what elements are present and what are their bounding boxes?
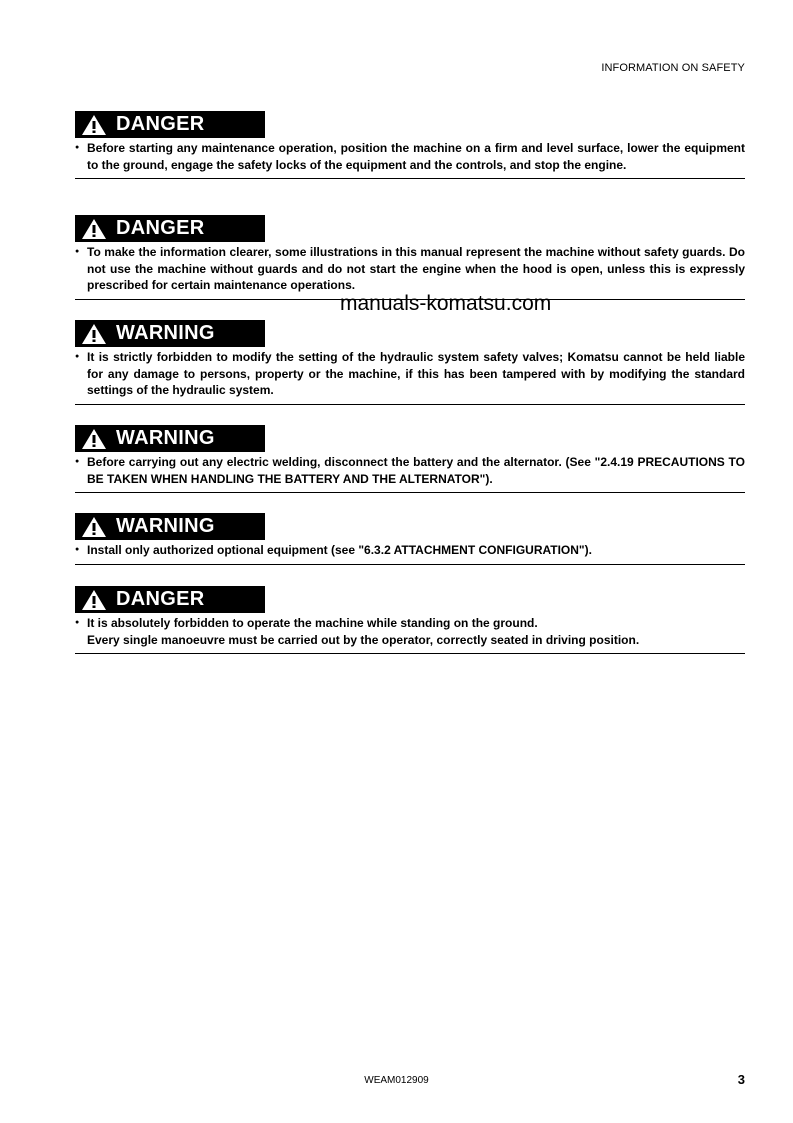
notice-label-text: WARNING — [116, 427, 215, 449]
section-title: INFORMATION ON SAFETY — [601, 62, 745, 74]
warning-label — [75, 320, 265, 347]
safety-notice — [75, 513, 745, 565]
notice-text-line-2: Every single manoeuvre must be carried out by the operator, correctly seated in driving position. — [87, 632, 640, 647]
safety-notice — [75, 320, 745, 405]
safety-notice — [75, 111, 745, 179]
notice-label-text: DANGER — [116, 588, 205, 610]
warning-triangle-icon — [81, 114, 107, 136]
watermark: manuals-komatsu.com — [340, 292, 552, 315]
notice-text: ● To make the information clearer, some illustrations in this manual represent the machine without safety guards. Do not use the machine without guards and do not start the engine when the hood is open, unless this is expressly prescribed for certain maintenance operations. — [75, 244, 745, 294]
notice-label-text: WARNING — [116, 515, 215, 537]
page-number: 3 — [737, 1072, 745, 1087]
notice-text-line-1: ● It is absolutely forbidden to operate the machine while standing on the ground. — [87, 616, 538, 630]
warning-triangle-icon — [81, 589, 107, 611]
safety-notice — [75, 425, 745, 493]
notice-text: ● Before starting any maintenance operation, position the machine on a firm and level surface, lower the equipment to the ground, engage the safety locks of the equipment and the controls, and stop the engine. — [75, 140, 745, 173]
warning-triangle-icon — [81, 218, 107, 240]
notice-text: ● It is strictly forbidden to modify the setting of the hydraulic system safety valves; Komatsu cannot be held liable for any damage to persons, property or the machine, if this has been tampered with by modifying the standard settings of the hydraulic system. — [75, 349, 745, 399]
notice-label-text: DANGER — [116, 113, 205, 135]
notice-text: ● Before carrying out any electric welding, disconnect the battery and the alternator. (See "2.4.19 PRECAUTIONS TO BE TAKEN WHEN HANDLING THE BATTERY AND THE ALTERNATOR"). — [75, 454, 745, 487]
danger-label — [75, 111, 265, 138]
document-code: WEAM012909 — [364, 1075, 429, 1086]
warning-triangle-icon — [81, 428, 107, 450]
warning-triangle-icon — [81, 516, 107, 538]
notice-text — [75, 615, 745, 648]
danger-label — [75, 215, 265, 242]
warning-label — [75, 425, 265, 452]
warning-label — [75, 513, 265, 540]
notice-label-text: WARNING — [116, 322, 215, 344]
safety-notice — [75, 586, 745, 654]
notice-text: ● Install only authorized optional equipment (see "6.3.2 ATTACHMENT CONFIGURATION"). — [75, 542, 745, 559]
danger-label — [75, 586, 265, 613]
safety-notice — [75, 215, 745, 300]
warning-triangle-icon — [81, 323, 107, 345]
notice-label-text: DANGER — [116, 217, 205, 239]
